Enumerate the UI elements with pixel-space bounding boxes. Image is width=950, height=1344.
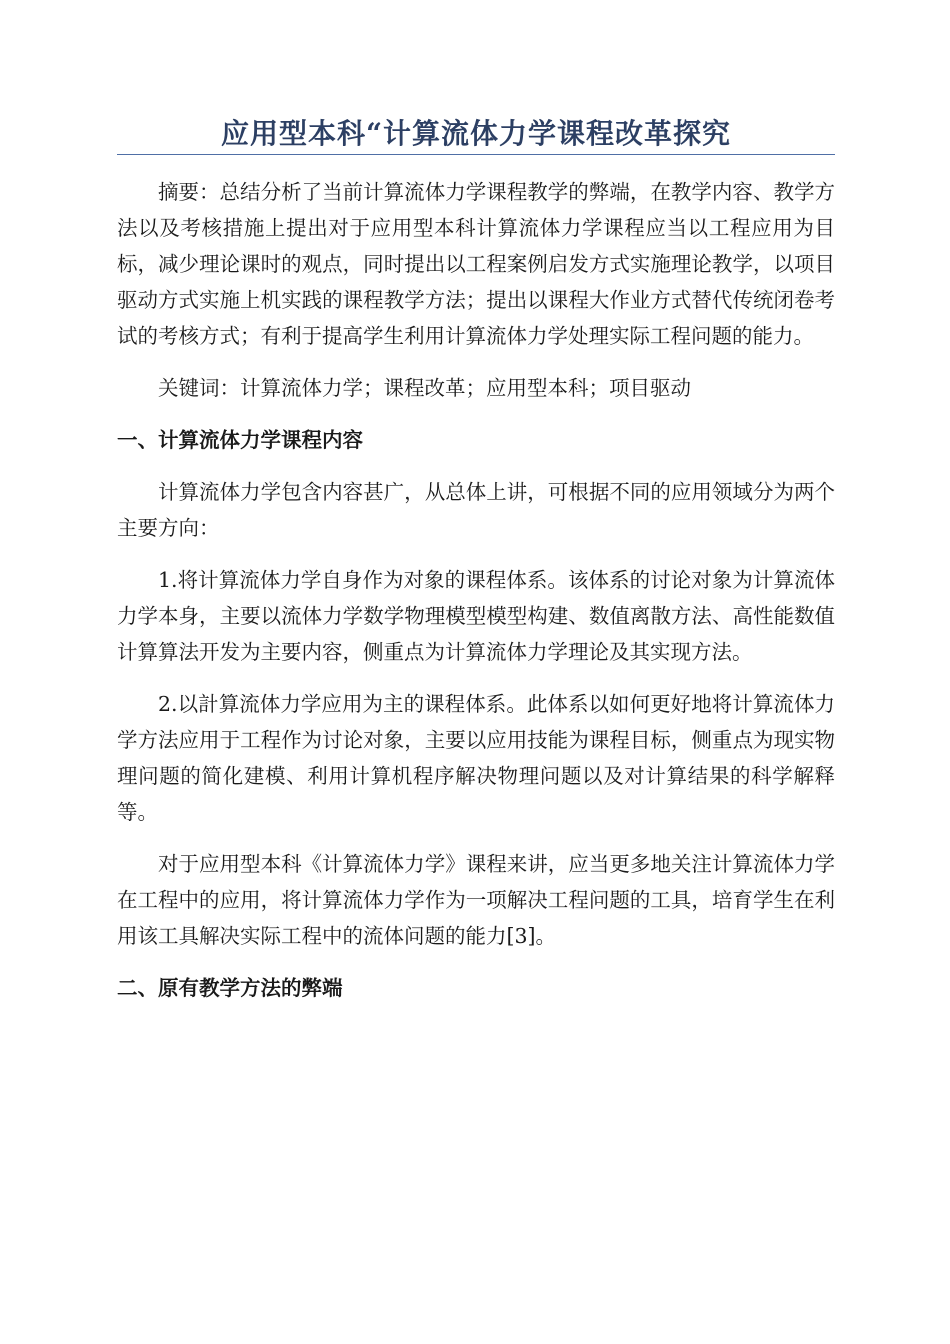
section-1-heading: 一、计算流体力学课程内容 <box>117 428 363 452</box>
section-1-paragraph: 1.将计算流体力学自身作为对象的课程体系。该体系的讨论对象为计算流体力学本身，主要以流体力学数学物理模型模型构建、数值离散方法、高性能数值计算算法开发为主要内容，侧重点为计算流体力学理论及其实现方法。 <box>117 568 835 664</box>
section-2-heading: 二、原有教学方法的弊端 <box>117 976 343 1000</box>
document-page <box>117 0 835 1006</box>
keywords-paragraph: 关键词：计算流体力学；课程改革；应用型本科；项目驱动 <box>158 376 691 400</box>
abstract-paragraph: 摘要：总结分析了当前计算流体力学课程教学的弊端，在教学内容、教学方法以及考核措施上提出对于应用型本科计算流体力学课程应当以工程应用为目标，减少理论课时的观点，同时提出以工程案例启发方式实施理论教学，以项目驱动方式实施上机实践的课程教学方法；提出以课程大作业方式替代传统闭卷考试的考核方式；有利于提高学生利用计算流体力学处理实际工程问题的能力。 <box>117 180 835 348</box>
document-title: 应用型本科“计算流体力学课程改革探究 <box>220 117 732 150</box>
section-1-paragraph: 对于应用型本科《计算流体力学》课程来讲，应当更多地关注计算流体力学在工程中的应用，将计算流体力学作为一项解决工程问题的工具，培育学生在利用该工具解决实际工程中的流体问题的能力[3]。 <box>117 852 835 948</box>
section-1-paragraph: 计算流体力学包含内容甚广，从总体上讲，可根据不同的应用领域分为两个主要方向： <box>117 480 835 540</box>
section-1-paragraph: 2.以計算流体力学应用为主的课程体系。此体系以如何更好地将计算流体力学方法应用于工程作为讨论对象，主要以应用技能为课程目标，侧重点为现实物理问题的简化建模、利用计算机程序解决物理问题以及对计算结果的科学解释等。 <box>117 692 835 824</box>
title-underline <box>117 154 835 155</box>
